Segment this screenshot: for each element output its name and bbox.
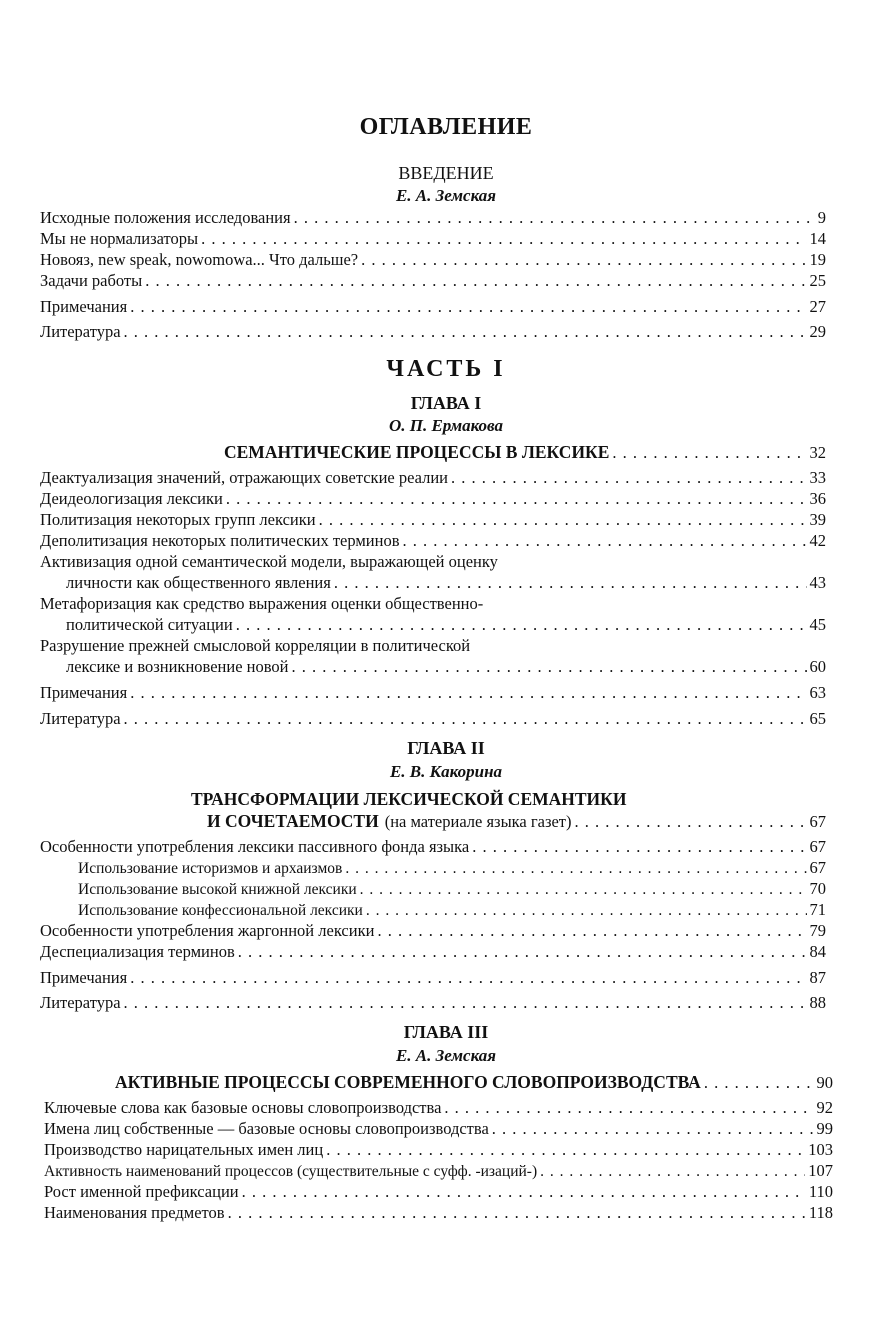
leader-dots — [238, 941, 807, 962]
leader-dots — [540, 1161, 805, 1182]
entry-page: 110 — [808, 1182, 833, 1201]
chapter1-title-row[interactable] — [224, 442, 826, 463]
leader-dots — [326, 1139, 805, 1160]
entry-page: 9 — [817, 208, 826, 227]
leader-dots — [575, 811, 807, 832]
chapter2-title-line1: ТРАНСФОРМАЦИИ ЛЕКСИЧЕСКОЙ СЕМАНТИКИ — [191, 789, 627, 809]
chapter1-title: СЕМАНТИЧЕСКИЕ ПРОЦЕССЫ В ЛЕКСИКЕ — [224, 442, 610, 462]
leader-dots — [492, 1118, 814, 1139]
entry-label: Наименования предметов — [44, 1203, 225, 1222]
entry-page: 65 — [809, 709, 826, 728]
entry-page: 63 — [809, 683, 826, 702]
entry-page: 14 — [809, 229, 826, 248]
leader-dots — [130, 296, 806, 317]
entry-page: 90 — [816, 1073, 833, 1092]
toc-entry[interactable] — [40, 941, 826, 962]
toc-entry[interactable] — [40, 836, 826, 857]
toc-subentry[interactable] — [78, 857, 826, 879]
entry-label: Примечания — [40, 968, 128, 987]
toc-entry[interactable] — [44, 1097, 833, 1118]
chapter2-heading: ГЛАВА II — [407, 738, 485, 758]
chapter3-title-row[interactable] — [115, 1072, 833, 1093]
toc-entry[interactable] — [40, 509, 826, 530]
entry-label: Использование конфессиональной лексики — [78, 902, 363, 919]
toc-entry[interactable] — [44, 1181, 833, 1202]
entry-label: Метафоризация как средство выражения оценки общественно- — [40, 594, 484, 613]
entry-label: Рост именной префиксации — [44, 1182, 239, 1201]
leader-dots — [130, 682, 806, 703]
chapter1-author: О. П. Ермакова — [388, 416, 504, 435]
entry-page: 87 — [809, 968, 826, 987]
leader-dots — [242, 1181, 806, 1202]
entry-label: Имена лиц собственные — базовые основы словопроизводства — [44, 1119, 489, 1138]
leader-dots — [201, 228, 806, 249]
leader-dots — [124, 992, 807, 1013]
entry-page: 29 — [809, 322, 826, 341]
entry-label: Примечания — [40, 683, 128, 702]
entry-page: 67 — [809, 812, 826, 831]
toc-entry[interactable] — [40, 270, 826, 291]
chapter2-title-note: (на материале языка газет) — [384, 812, 572, 831]
leader-dots — [472, 836, 806, 857]
entry-page: 60 — [809, 657, 826, 676]
toc-entry[interactable] — [40, 488, 826, 509]
leader-dots — [366, 900, 807, 921]
leader-dots — [226, 488, 807, 509]
toc-entry[interactable] — [40, 708, 826, 729]
entry-label: Активность наименований процессов (существительные с суфф. -изаций-) — [44, 1163, 538, 1180]
entry-page: 39 — [809, 510, 826, 529]
entry-label-cont: лексике и возникновение новой — [66, 657, 289, 676]
chapter1-heading: ГЛАВА I — [410, 393, 482, 413]
chapter2-title-row[interactable] — [207, 811, 826, 832]
leader-dots — [403, 530, 807, 551]
entry-page: 67 — [809, 837, 826, 856]
entry-page: 92 — [816, 1098, 833, 1117]
toc-entry[interactable] — [40, 296, 826, 317]
leader-dots — [130, 967, 806, 988]
leader-dots — [145, 270, 806, 291]
entry-page: 99 — [816, 1119, 833, 1138]
entry-label: Особенности употребления жаргонной лексики — [40, 921, 375, 940]
entry-label: Деактуализация значений, отражающих советские реалии — [40, 468, 448, 487]
toc-entry[interactable] — [40, 321, 826, 342]
toc-subentry[interactable] — [78, 878, 826, 900]
entry-label: Примечания — [40, 297, 128, 316]
entry-page: 67 — [809, 858, 826, 877]
page-title: ОГЛАВЛЕНИЕ — [359, 114, 533, 140]
toc-entry[interactable] — [40, 682, 826, 703]
chapter3-author: Е. А. Земская — [395, 1046, 497, 1065]
entry-label: Мы не нормализаторы — [40, 229, 199, 248]
entry-page: 45 — [809, 615, 826, 634]
entry-page: 84 — [809, 942, 826, 961]
entry-page: 27 — [809, 297, 826, 316]
toc-entry[interactable] — [40, 249, 826, 270]
toc-entry[interactable] — [66, 614, 826, 635]
leader-dots — [334, 572, 807, 593]
entry-label: Активизация одной семантической модели, выражающей оценку — [40, 552, 498, 571]
toc-entry[interactable] — [40, 228, 826, 249]
leader-dots — [444, 1097, 813, 1118]
part-heading: ЧАСТЬ I — [386, 356, 506, 382]
leader-dots — [124, 708, 807, 729]
entry-label-cont: личности как общественного явления — [66, 573, 331, 592]
entry-label: Разрушение прежней смысловой корреляции в политической — [40, 636, 471, 655]
leader-dots — [451, 467, 807, 488]
entry-page: 107 — [808, 1161, 833, 1180]
toc-entry[interactable] — [40, 992, 826, 1013]
chapter2-title-line2: И СОЧЕТАЕМОСТИ — [207, 811, 379, 831]
entry-label: Новояз, new speak, nowomowa... Что дальше? — [40, 250, 359, 269]
entry-label: Задачи работы — [40, 271, 143, 290]
entry-label: Литература — [40, 709, 121, 728]
leader-dots — [319, 509, 807, 530]
entry-label: Деидеологизация лексики — [40, 489, 223, 508]
entry-label: Политизация некоторых групп лексики — [40, 510, 316, 529]
entry-page: 33 — [809, 468, 826, 487]
toc-entry[interactable] — [44, 1160, 833, 1182]
entry-page: 79 — [809, 921, 826, 940]
intro-heading: ВВЕДЕНИЕ — [398, 163, 494, 183]
leader-dots — [361, 249, 806, 270]
toc-entry[interactable] — [66, 656, 826, 677]
entry-page: 42 — [809, 531, 826, 550]
toc-entry[interactable] — [40, 920, 826, 941]
intro-author: Е. А. Земская — [395, 186, 497, 205]
entry-label: Производство нарицательных имен лиц — [44, 1140, 324, 1159]
chapter3-title: АКТИВНЫЕ ПРОЦЕССЫ СОВРЕМЕННОГО СЛОВОПРОИЗВОДСТВА — [115, 1072, 701, 1092]
leader-dots — [345, 858, 806, 879]
entry-label: Особенности употребления лексики пассивного фонда языка — [40, 837, 470, 856]
entry-page: 88 — [809, 993, 826, 1012]
entry-label: Использование высокой книжной лексики — [78, 881, 357, 898]
toc-entry[interactable] — [40, 967, 826, 988]
leader-dots — [704, 1072, 814, 1093]
leader-dots — [377, 920, 806, 941]
toc-entry[interactable] — [40, 467, 826, 488]
entry-page: 70 — [809, 879, 826, 898]
toc-entry[interactable] — [44, 1118, 833, 1139]
entry-label: Ключевые слова как базовые основы словопроизводства — [44, 1098, 442, 1117]
entry-page: 103 — [808, 1140, 833, 1159]
entry-page: 32 — [809, 443, 826, 462]
entry-label: Деспециализация терминов — [40, 942, 235, 961]
toc-entry[interactable] — [40, 530, 826, 551]
entry-label: Исходные положения исследования — [40, 208, 291, 227]
leader-dots — [294, 207, 815, 228]
entry-page: 36 — [809, 489, 826, 508]
leader-dots — [612, 442, 806, 463]
toc-entry[interactable] — [44, 1202, 833, 1223]
entry-label: Литература — [40, 993, 121, 1012]
entry-label-cont: политической ситуации — [66, 615, 233, 634]
entry-label: Использование историзмов и архаизмов — [78, 860, 343, 877]
leader-dots — [228, 1202, 806, 1223]
entry-label: Литература — [40, 322, 121, 341]
toc-entry[interactable] — [44, 1139, 833, 1160]
toc-entry[interactable] — [66, 572, 826, 593]
chapter2-author: Е. В. Какорина — [389, 762, 503, 781]
toc-subentry[interactable] — [78, 899, 826, 921]
leader-dots — [236, 614, 807, 635]
entry-page: 118 — [808, 1203, 833, 1222]
entry-page: 19 — [809, 250, 826, 269]
entry-page: 71 — [809, 900, 826, 919]
leader-dots — [292, 656, 807, 677]
leader-dots — [360, 879, 807, 900]
leader-dots — [124, 321, 807, 342]
entry-label: Деполитизация некоторых политических терминов — [40, 531, 400, 550]
toc-entry[interactable] — [40, 207, 826, 228]
chapter3-heading: ГЛАВА III — [403, 1022, 489, 1042]
entry-page: 25 — [809, 271, 826, 290]
entry-page: 43 — [809, 573, 826, 592]
